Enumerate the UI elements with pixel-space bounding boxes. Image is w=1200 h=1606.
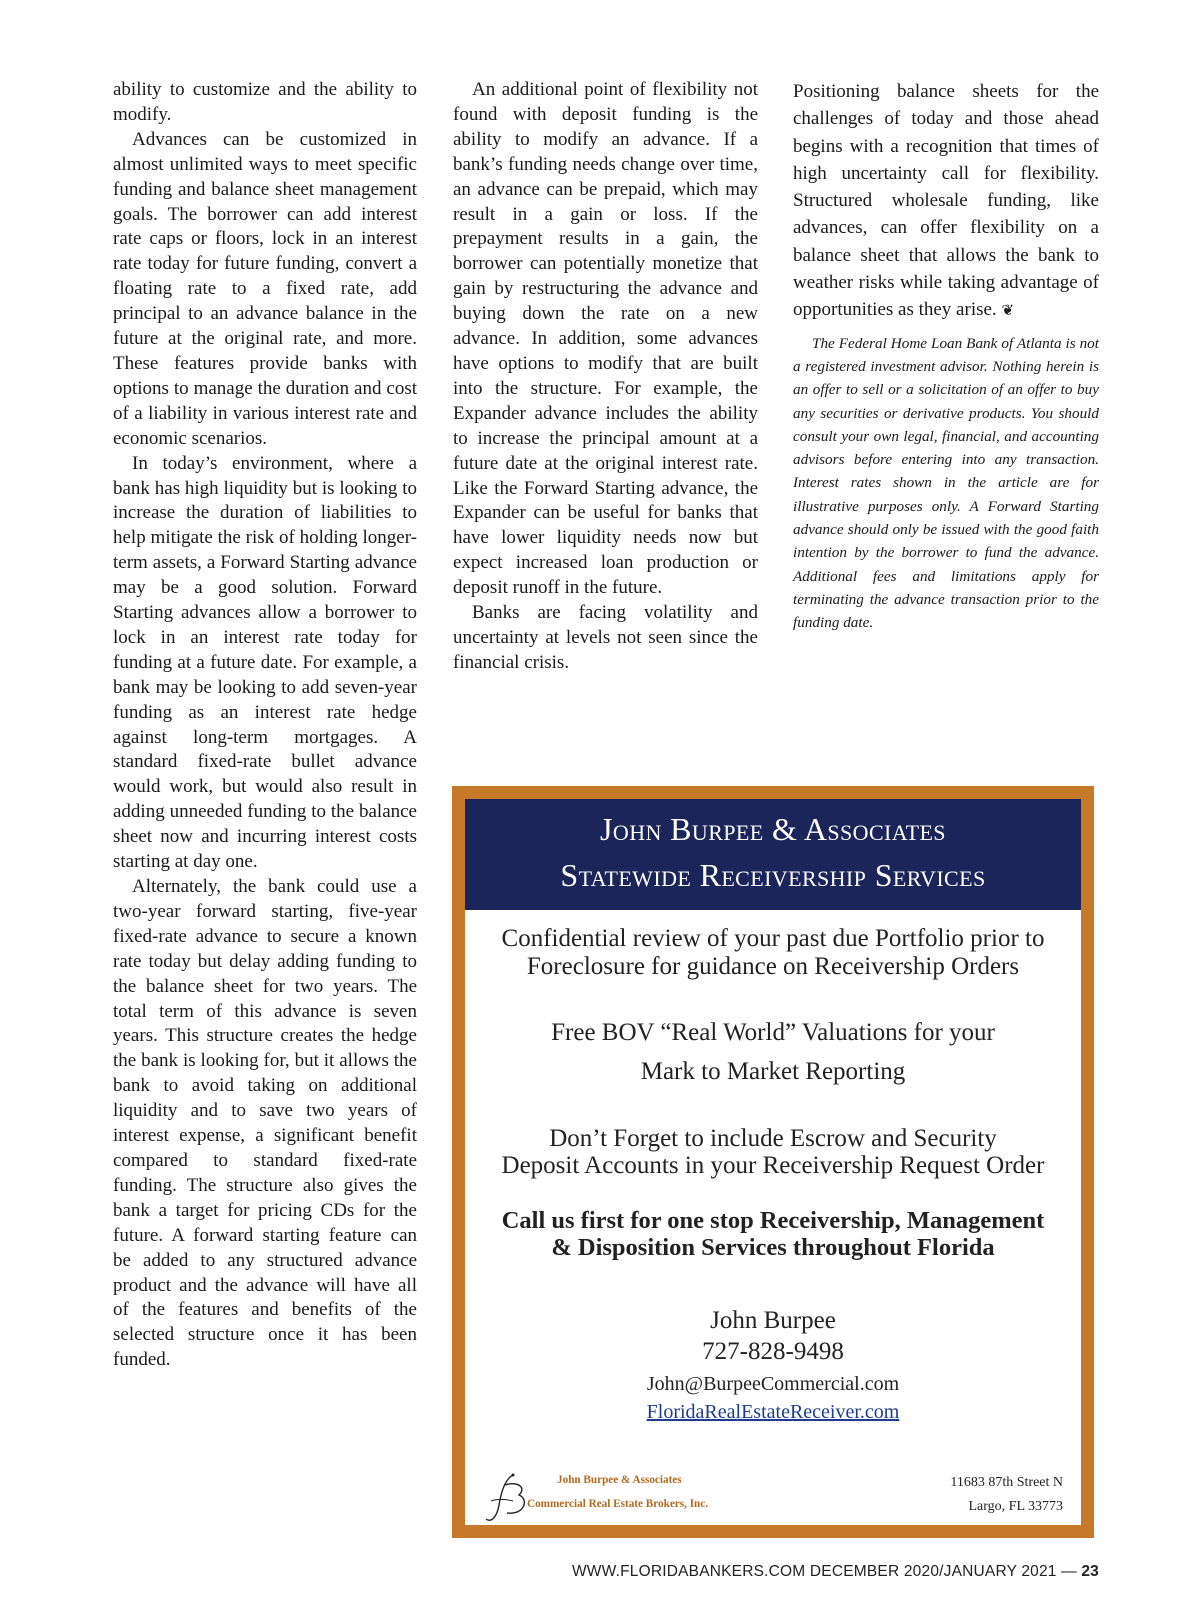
article-column-2 <box>453 78 758 676</box>
footer-text: WWW.FLORIDABANKERS.COM DECEMBER 2020/JANUARY 2021 — <box>571 1563 1077 1580</box>
end-mark-icon: ❦ <box>1001 303 1015 320</box>
address-line2: Largo, FL 33773 <box>968 1499 1063 1514</box>
logo-line1: John Burpee & Associates <box>557 1474 682 1486</box>
logo-line2: Commercial Real Estate Brokers, Inc. <box>527 1498 709 1510</box>
ad-title-line1: John Burpee & Associates <box>600 811 946 847</box>
paragraph: An additional point of flexibility not found with deposit funding is the ability to modify an advance. If a bank’s funding needs change over time, an advance can be prepaid, which may result in a gain or loss. If the prepayment results in a gain, the borrower can potentially monetize that gain by restructuring the advance and buying down the rate on a new advance. In addition, some advances have options to modify that are built into the structure. For example, the Expander advance includes the ability to increase the principal amount at a future date at the original interest rate. Like the Forward Starting advance, the Expander can be useful for banks that have lower liquidity needs now but expect increased loan production or deposit runoff in the future. <box>453 79 758 599</box>
ad-cta-line: Call us first for one stop Receivership, Management <box>501 1207 1045 1234</box>
ad-text-line: Deposit Accounts in your Receivership Request Order <box>501 1152 1045 1179</box>
paragraph-text: Positioning balance sheets for the challenges of today and those ahead begins with a recognition that times of high uncertainty call for flexibility. Structured wholesale funding, like advances, can offer flexibility on a balance sheet that allows the bank to weather risks while taking advantage of opportunities as they arise. <box>793 81 1099 321</box>
ad-text-line: Confidential review of your past due Portfolio prior to <box>501 925 1045 952</box>
paragraph: ability to customize and the ability to modify. <box>113 79 417 125</box>
contact-phone: 727-828-9498 <box>702 1338 844 1365</box>
contact-name: John Burpee <box>710 1307 836 1334</box>
disclaimer: The Federal Home Loan Bank of Atlanta is not a registered investment advisor. Nothing herein is an offer to sell or a solicitation of an offer to buy any securities or derivative products. You should consult your own legal, financial, and accounting advisors before entering into any transaction. Interest rates shown in the article are for illustrative purposes only. A Forward Starting advance should only be issued with the good faith intention by the borrower to fund the advance. Additional fees and limitations apply for terminating the advance transaction prior to the funding date. <box>793 334 1099 632</box>
page-number: 23 <box>1081 1563 1099 1580</box>
contact-website-link[interactable]: FloridaRealEstateReceiver.com <box>646 1401 900 1423</box>
paragraph: Banks are facing volatility and uncertainty at levels not seen since the financial crisis. <box>453 602 758 673</box>
paragraph: Advances can be customized in almost unlimited ways to meet specific funding and balance sheet management goals. The borrower can add interest rate caps or floors, lock in an interest rate today for future funding, convert a floating rate to a fixed rate, add principal to an advance balance in the future at the original rate, and more. These features provide banks with options to manage the duration and cost of a liability in various interest rate and economic scenarios. <box>113 128 417 449</box>
paragraph: In today’s environment, where a bank has high liquidity but is looking to increase the duration of liabilities to help mitigate the risk of holding longer-term assets, a Forward Starting advance may be a good solution. Forward Starting advances allow a borrower to lock in an interest rate today for funding at a future date. For example, a bank may be looking to add seven-year funding as an interest rate hedge against long-term mortgages. A standard fixed-rate bullet advance would work, but would also result in adding unneeded funding to the balance sheet now and incurring interest costs starting at day one. <box>113 452 417 873</box>
paragraph: Alternately, the bank could use a two-year forward starting, five-year fixed-rate advance to secure a known rate today but delay adding funding to the balance sheet for two years. The total term of this advance is seven years. This structure creates the hedge the bank is looking for, but it allows the bank to avoid taking on additional liquidity and to save two years of interest expense, a significant benefit compared to standard fixed-rate funding. The structure also gives the bank a target for pricing CDs for the future. A forward starting feature can be added to any structured advance product and the advance will have all of the features and benefits of the selected structure once it has been funded. <box>113 876 417 1371</box>
ad-header <box>465 799 1081 913</box>
ad-text-line: Don’t Forget to include Escrow and Security <box>549 1125 997 1152</box>
ad-cta-line: & Disposition Services throughout Florida <box>551 1234 995 1261</box>
contact-email[interactable]: John@BurpeeCommercial.com <box>646 1373 900 1395</box>
paragraph <box>793 78 1099 326</box>
advertisement <box>452 786 1094 1538</box>
address-line1: 11683 87th Street N <box>950 1475 1063 1490</box>
ad-text-line: Mark to Market Reporting <box>640 1058 906 1085</box>
article-column-3 <box>793 78 1099 635</box>
ad-text-line: Foreclosure for guidance on Receivership Orders <box>526 953 1020 980</box>
ad-title-line2: Statewide Receivership Services <box>560 857 986 893</box>
page-footer <box>572 1563 1099 1581</box>
article-column-1 <box>113 78 417 1373</box>
ad-text-line: Free BOV “Real World” Valuations for your <box>551 1019 995 1046</box>
jb-monogram-icon <box>483 1471 531 1527</box>
